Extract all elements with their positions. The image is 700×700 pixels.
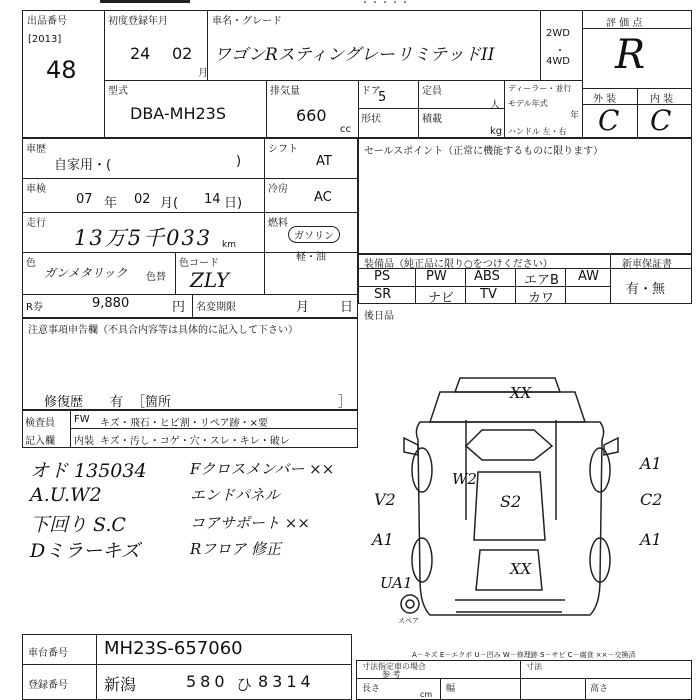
dim-unit: cm: [420, 690, 433, 699]
inspector-fw: FW: [74, 414, 90, 425]
color-code-label: 色コード: [179, 258, 219, 269]
ext-label: 外 装: [593, 94, 617, 105]
reg-month-unit: 月: [198, 68, 208, 79]
lot-label: 出品番号: [27, 16, 67, 27]
inspector-label-2: 記入欄: [25, 436, 55, 447]
equip-aw: AW: [578, 269, 600, 284]
dealer-label: ディーラー・並行: [508, 84, 572, 93]
fuel-value: ガソリン: [288, 226, 340, 243]
history-value: 自家用・(: [54, 158, 112, 173]
chassis-value: MH23S-657060: [104, 638, 243, 659]
int-label: 内 装: [650, 94, 674, 105]
load-unit: kg: [490, 126, 503, 137]
inspector-interior: 内装: [74, 436, 94, 447]
ac-label: 冷房: [268, 184, 288, 195]
year-tag: [2013]: [28, 34, 62, 45]
insp-year: 07: [76, 192, 93, 207]
hand-note-auw: A.U.W2: [30, 484, 102, 506]
inspection-label: 車検: [26, 184, 46, 195]
eval-label: 評 価 点: [606, 18, 643, 29]
dim-height-label: 高さ: [590, 684, 609, 694]
load-label: 積載: [422, 114, 442, 125]
repair-open: ［箇所: [132, 395, 172, 410]
cap-unit: 人: [490, 100, 500, 111]
diagram-mark-front: XX: [510, 384, 532, 402]
repair-close: ］: [338, 395, 352, 410]
dim-ref-1: 参 考: [382, 670, 401, 679]
insp-month: 02: [134, 192, 151, 207]
displacement: 660: [296, 106, 327, 125]
warranty-value: 有・無: [626, 282, 666, 297]
insp-year-unit: 年: [104, 196, 118, 211]
ac-value: AC: [314, 190, 332, 205]
fuel-label: 燃料: [268, 218, 288, 229]
color-label: 色: [26, 258, 36, 269]
color-code: ZLY: [190, 268, 230, 292]
mileage-unit: km: [222, 240, 236, 250]
doors: 5: [378, 90, 387, 105]
selling-label: セールスポイント（正常に機能するものに限ります）: [364, 146, 604, 157]
inspector-line-1: キズ・飛石・ヒビ割・リペア跡・×要: [100, 418, 268, 429]
diagram-mark-a1-right: A1: [640, 454, 662, 473]
color-change-label: 色替: [146, 272, 166, 283]
equip-airbag: エアB: [524, 273, 559, 288]
history-close: ): [236, 154, 242, 169]
diagram-legend: A－キズ E－エクボ U－凹み W－修理跡 S－サビ C－腐食 ××－交換済: [412, 651, 636, 659]
hand-note-under: 下回り S.C: [30, 514, 126, 536]
header-cut-text: ・・・・・: [360, 0, 410, 9]
plate-kana: ひ: [236, 675, 253, 694]
insp-day-unit: 日): [224, 196, 243, 211]
cap-label: 定員: [422, 86, 442, 97]
equip-pw: PW: [426, 269, 447, 284]
insp-month-unit: 月(: [160, 196, 179, 211]
chassis-label: 車台番号: [28, 648, 68, 659]
reg-year: 24: [130, 44, 151, 63]
recycle-label: R券: [26, 302, 43, 313]
plate-class: 580: [186, 672, 229, 691]
mileage-label: 走行: [26, 218, 46, 229]
disp-unit: cc: [340, 124, 351, 135]
plate-number: 8314: [258, 672, 315, 691]
fuel-light: 軽・油: [296, 252, 326, 263]
reg-month: 02: [172, 44, 193, 63]
door-label: ドア: [361, 86, 381, 97]
repair-value: 有: [110, 395, 124, 410]
lot-number: 48: [46, 56, 77, 84]
year-unit: 年: [570, 111, 580, 121]
after-label: 後日品: [364, 311, 394, 322]
diagram-mark-c2: C2: [640, 490, 663, 509]
diagram-mark-rear: XX: [510, 560, 532, 578]
diagram-mark-w2: W2: [452, 470, 477, 488]
warranty-label: 新車保証書: [622, 259, 672, 270]
color-value: ガンメタリック: [44, 266, 128, 280]
ext-score: C: [598, 104, 620, 137]
inspector-line-2: キズ・汚し・コゲ・穴・スレ・キレ・破レ: [100, 436, 290, 447]
handle-label: ハンドル 左・右: [508, 127, 567, 136]
meigi-day: 日: [340, 300, 354, 315]
drive-dot: ・: [555, 46, 565, 57]
model-code: DBA-MH23S: [130, 104, 227, 123]
equip-navi: ナビ: [428, 291, 455, 306]
grade: リミテッドII: [396, 45, 495, 65]
meigi-label: 名変期限: [196, 302, 236, 313]
dim-label-1: 寸法指定車の場合: [362, 662, 426, 671]
model-year-label: モデル年式: [508, 99, 548, 108]
hand-note-mirror: Dミラーキズ: [30, 540, 140, 562]
disp-label: 排気量: [270, 86, 300, 97]
mileage-value: 13万5千033: [74, 226, 213, 250]
hand-note-odo: オド 135034: [30, 460, 147, 482]
dim-length-label: 長さ: [362, 684, 381, 694]
shift-value: AT: [316, 154, 332, 169]
diagram-mark-v2: V2: [374, 490, 396, 509]
hand-note-crossmember: Fクロスメンバー ××: [190, 460, 335, 478]
insp-day: 14: [204, 192, 221, 207]
hand-note-coresupport: コアサポート ××: [190, 514, 310, 532]
dim-label-2: 寸法: [526, 662, 542, 671]
shape-label: 形状: [361, 114, 381, 125]
equipment-label: 装備品（純正品に限り○をつけください）: [364, 259, 553, 270]
type-label: 型式: [108, 86, 128, 97]
drive-4wd: 4WD: [546, 56, 570, 67]
recycle-value: 9,880: [92, 296, 130, 311]
diagram-mark-s2: S2: [500, 492, 522, 511]
first-reg-label: 初度登録年月: [108, 16, 168, 27]
diagram-mark-ua1: UA1: [380, 574, 413, 592]
diagram-mark-a1-left: A1: [372, 530, 394, 549]
plate-region: 新潟: [104, 675, 137, 694]
meigi-month: 月: [296, 300, 310, 315]
history-label: 車歴: [26, 144, 46, 155]
repair-label: 修復歴: [44, 395, 84, 410]
hand-note-rfloor: Rフロア 修正: [190, 540, 282, 558]
inspector-label-1: 検査員: [25, 418, 55, 429]
dim-width-label: 幅: [446, 684, 456, 694]
equip-sr: SR: [374, 287, 392, 302]
notes-label: 注意事項申告欄（不具合内容等は具体的に記入して下さい）: [28, 325, 298, 336]
int-score: C: [650, 104, 672, 137]
model-name: ワゴンRスティングレー: [214, 45, 395, 65]
shift-label: シフト: [268, 144, 298, 155]
equip-abs: ABS: [474, 269, 500, 284]
hand-note-endpanel: エンドパネル: [190, 486, 280, 504]
plate-label: 登録番号: [28, 680, 68, 691]
equip-leather: カワ: [528, 291, 555, 306]
drive-2wd: 2WD: [546, 28, 570, 39]
recycle-unit: 円: [172, 300, 186, 315]
equip-ps: PS: [374, 269, 391, 284]
diagram-mark-a1-rear: A1: [640, 530, 662, 549]
equip-tv: TV: [480, 287, 497, 302]
name-label: 車名・グレード: [212, 16, 282, 27]
eval-score: R: [615, 32, 646, 78]
spare-label: スペア: [398, 617, 419, 625]
